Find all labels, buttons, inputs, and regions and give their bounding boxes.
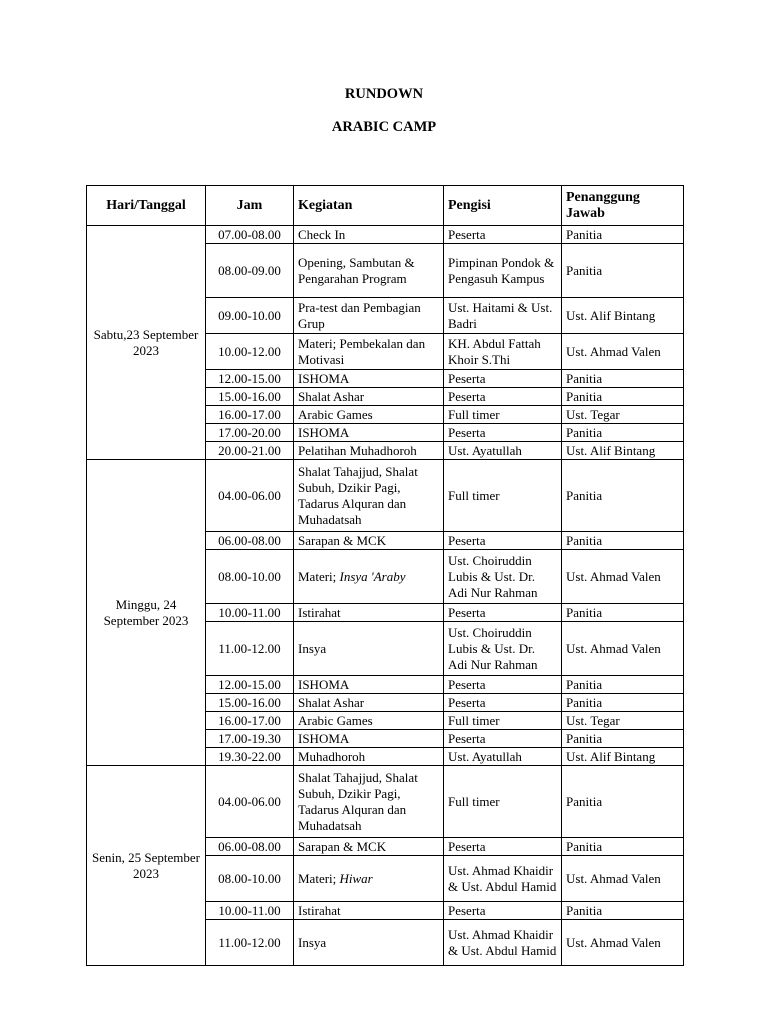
pengisi-cell: Peserta [444, 370, 562, 388]
jam-cell: 12.00-15.00 [206, 676, 294, 694]
kegiatan-cell [294, 550, 444, 604]
pengisi-cell: Ust. Choiruddin Lubis & Ust. Dr. Adi Nur Rahman [444, 550, 562, 604]
pengisi-cell: Peserta [444, 424, 562, 442]
jam-cell: 04.00-06.00 [206, 766, 294, 838]
penanggung-jawab-cell: Panitia [562, 604, 684, 622]
jam-cell: 11.00-12.00 [206, 920, 294, 966]
kegiatan-cell: ISHOMA [294, 730, 444, 748]
kegiatan-cell: Shalat Tahajjud, Shalat Subuh, Dzikir Pagi, Tadarus Alquran dan Muhadatsah [294, 766, 444, 838]
pengisi-cell: Full timer [444, 460, 562, 532]
penanggung-jawab-cell: Panitia [562, 370, 684, 388]
pengisi-cell: Peserta [444, 532, 562, 550]
kegiatan-cell: ISHOMA [294, 676, 444, 694]
kegiatan-cell: Istirahat [294, 604, 444, 622]
penanggung-jawab-cell: Ust. Ahmad Valen [562, 622, 684, 676]
pengisi-cell: Full timer [444, 406, 562, 424]
penanggung-jawab-cell: Ust. Alif Bintang [562, 442, 684, 460]
header-kegiatan: Kegiatan [294, 186, 444, 226]
penanggung-jawab-cell: Ust. Alif Bintang [562, 748, 684, 766]
pengisi-cell: Peserta [444, 604, 562, 622]
kegiatan-text: Materi; [298, 870, 340, 886]
jam-cell: 20.00-21.00 [206, 442, 294, 460]
day-cell: Sabtu,23 September 2023 [87, 226, 206, 460]
penanggung-jawab-cell: Ust. Ahmad Valen [562, 856, 684, 902]
kegiatan-cell: Sarapan & MCK [294, 532, 444, 550]
kegiatan-cell: Materi; Pembekalan dan Motivasi [294, 334, 444, 370]
kegiatan-italic-text: Hiwar [339, 870, 373, 886]
penanggung-jawab-cell: Ust. Tegar [562, 406, 684, 424]
pengisi-cell: Ust. Ayatullah [444, 442, 562, 460]
pengisi-cell: Ust. Ahmad Khaidir & Ust. Abdul Hamid [444, 920, 562, 966]
kegiatan-cell: Shalat Ashar [294, 694, 444, 712]
jam-cell: 17.00-20.00 [206, 424, 294, 442]
kegiatan-text: Materi; [298, 568, 340, 584]
header-row [87, 186, 684, 226]
jam-cell: 10.00-11.00 [206, 604, 294, 622]
kegiatan-cell: Insya [294, 622, 444, 676]
header-pengisi: Pengisi [444, 186, 562, 226]
kegiatan-cell [294, 856, 444, 902]
pengisi-cell: Peserta [444, 226, 562, 244]
jam-cell: 16.00-17.00 [206, 712, 294, 730]
kegiatan-cell: ISHOMA [294, 370, 444, 388]
pengisi-cell: Pimpinan Pondok & Pengasuh Kampus [444, 244, 562, 298]
table-row [87, 766, 684, 838]
header-penanggung-jawab: Penanggung Jawab [562, 186, 684, 226]
jam-cell: 08.00-10.00 [206, 550, 294, 604]
kegiatan-cell: ISHOMA [294, 424, 444, 442]
jam-cell: 06.00-08.00 [206, 532, 294, 550]
penanggung-jawab-cell: Panitia [562, 676, 684, 694]
penanggung-jawab-cell: Ust. Tegar [562, 712, 684, 730]
kegiatan-cell: Sarapan & MCK [294, 838, 444, 856]
jam-cell: 04.00-06.00 [206, 460, 294, 532]
kegiatan-cell: Insya [294, 920, 444, 966]
jam-cell: 08.00-10.00 [206, 856, 294, 902]
penanggung-jawab-cell: Panitia [562, 766, 684, 838]
pengisi-cell: Full timer [444, 712, 562, 730]
kegiatan-cell: Shalat Ashar [294, 388, 444, 406]
pengisi-cell: Ust. Ahmad Khaidir & Ust. Abdul Hamid [444, 856, 562, 902]
penanggung-jawab-cell: Ust. Ahmad Valen [562, 920, 684, 966]
kegiatan-italic-text: Insya 'Araby [339, 568, 406, 584]
penanggung-jawab-cell: Ust. Ahmad Valen [562, 334, 684, 370]
jam-cell: 15.00-16.00 [206, 694, 294, 712]
penanggung-jawab-cell: Ust. Alif Bintang [562, 298, 684, 334]
day-cell: Senin, 25 September 2023 [87, 766, 206, 966]
jam-cell: 07.00-08.00 [206, 226, 294, 244]
jam-cell: 11.00-12.00 [206, 622, 294, 676]
penanggung-jawab-cell: Panitia [562, 730, 684, 748]
table-row [87, 226, 684, 244]
day-cell: Minggu, 24 September 2023 [87, 460, 206, 766]
kegiatan-cell: Arabic Games [294, 712, 444, 730]
penanggung-jawab-cell: Panitia [562, 902, 684, 920]
pengisi-cell: Ust. Choiruddin Lubis & Ust. Dr. Adi Nur Rahman [444, 622, 562, 676]
document-title: RUNDOWN [344, 86, 424, 102]
pengisi-cell: Peserta [444, 388, 562, 406]
pengisi-cell: Full timer [444, 766, 562, 838]
penanggung-jawab-cell: Ust. Ahmad Valen [562, 550, 684, 604]
penanggung-jawab-cell: Panitia [562, 424, 684, 442]
penanggung-jawab-cell: Panitia [562, 244, 684, 298]
penanggung-jawab-cell: Panitia [562, 460, 684, 532]
pengisi-cell: Peserta [444, 838, 562, 856]
jam-cell: 10.00-11.00 [206, 902, 294, 920]
jam-cell: 10.00-12.00 [206, 334, 294, 370]
header-hari-tanggal: Hari/Tanggal [87, 186, 206, 226]
pengisi-cell: Peserta [444, 902, 562, 920]
kegiatan-cell: Arabic Games [294, 406, 444, 424]
kegiatan-cell: Check In [294, 226, 444, 244]
document-subtitle: ARABIC CAMP [331, 119, 437, 135]
jam-cell: 09.00-10.00 [206, 298, 294, 334]
pengisi-cell: Peserta [444, 676, 562, 694]
table-row [87, 460, 684, 532]
kegiatan-cell: Shalat Tahajjud, Shalat Subuh, Dzikir Pagi, Tadarus Alquran dan Muhadatsah [294, 460, 444, 532]
pengisi-cell: Peserta [444, 730, 562, 748]
pengisi-cell: Ust. Haitami & Ust. Badri [444, 298, 562, 334]
pengisi-cell: KH. Abdul Fattah Khoir S.Thi [444, 334, 562, 370]
header-jam: Jam [206, 186, 294, 226]
jam-cell: 08.00-09.00 [206, 244, 294, 298]
kegiatan-cell: Opening, Sambutan & Pengarahan Program [294, 244, 444, 298]
jam-cell: 16.00-17.00 [206, 406, 294, 424]
jam-cell: 19.30-22.00 [206, 748, 294, 766]
rundown-table [86, 185, 684, 966]
penanggung-jawab-cell: Panitia [562, 694, 684, 712]
penanggung-jawab-cell: Panitia [562, 532, 684, 550]
kegiatan-cell: Muhadhoroh [294, 748, 444, 766]
kegiatan-cell: Pra-test dan Pembagian Grup [294, 298, 444, 334]
jam-cell: 06.00-08.00 [206, 838, 294, 856]
pengisi-cell: Peserta [444, 694, 562, 712]
jam-cell: 17.00-19.30 [206, 730, 294, 748]
penanggung-jawab-cell: Panitia [562, 388, 684, 406]
pengisi-cell: Ust. Ayatullah [444, 748, 562, 766]
penanggung-jawab-cell: Panitia [562, 226, 684, 244]
kegiatan-cell: Istirahat [294, 902, 444, 920]
jam-cell: 15.00-16.00 [206, 388, 294, 406]
jam-cell: 12.00-15.00 [206, 370, 294, 388]
penanggung-jawab-cell: Panitia [562, 838, 684, 856]
kegiatan-cell: Pelatihan Muhadhoroh [294, 442, 444, 460]
table-body [87, 226, 684, 966]
